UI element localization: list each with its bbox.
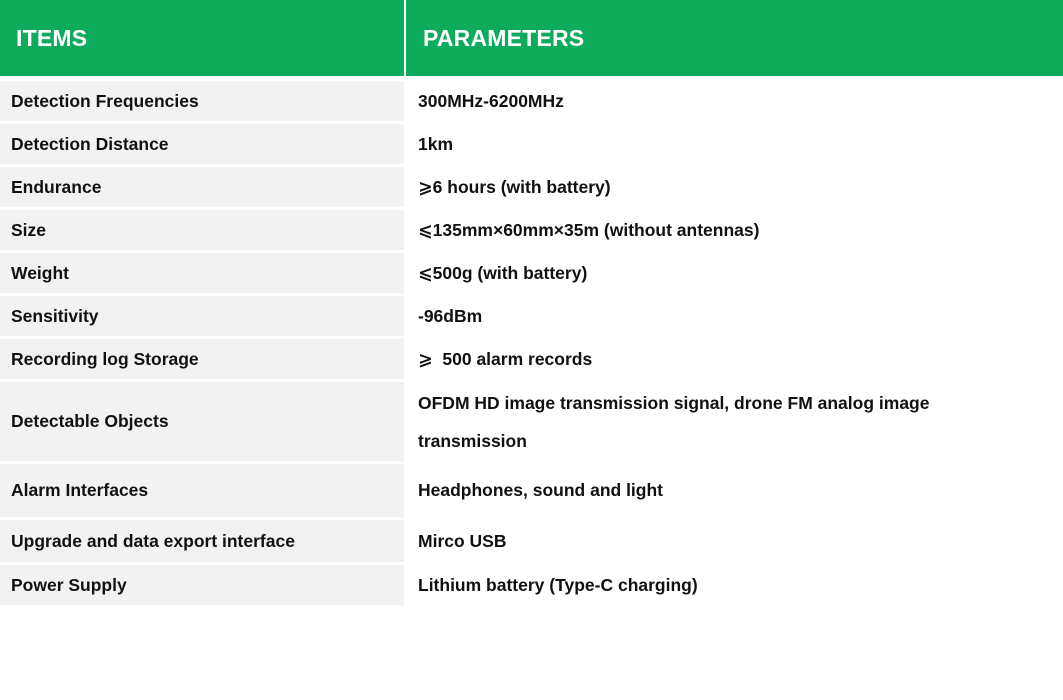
- item-cell: [0, 296, 404, 336]
- parameter-cell: [406, 296, 1063, 336]
- parameter-value: ⩽500g (with battery): [418, 262, 588, 283]
- item-label: Upgrade and data export interface: [11, 530, 295, 551]
- item-cell: [0, 210, 404, 250]
- parameter-cell: [406, 253, 1063, 293]
- parameter-value: -96dBm: [418, 305, 483, 326]
- parameter-cell: [406, 167, 1063, 207]
- item-label: Endurance: [11, 176, 102, 197]
- item-label: Weight: [11, 262, 70, 283]
- parameter-cell: [406, 464, 1063, 517]
- parameter-value: 1km: [418, 133, 454, 154]
- item-cell: [0, 167, 404, 207]
- item-label: Recording log Storage: [11, 348, 199, 369]
- header-parameters-cell: [406, 0, 1063, 76]
- item-cell: [0, 464, 404, 517]
- item-label: Alarm Interfaces: [11, 480, 149, 500]
- parameter-cell: [406, 81, 1063, 121]
- table-row: [0, 520, 1063, 562]
- item-cell: [0, 124, 404, 164]
- parameter-value: ⩾6 hours (with battery): [418, 176, 611, 197]
- header-parameters-label: PARAMETERS: [423, 24, 585, 51]
- table-row: [0, 210, 1063, 250]
- item-label: Detection Distance: [11, 133, 169, 154]
- item-cell: [0, 81, 404, 121]
- table-row: [0, 339, 1063, 379]
- table-row: [0, 81, 1063, 121]
- parameter-cell: [406, 565, 1063, 605]
- table-row: [0, 382, 1063, 461]
- item-cell: [0, 339, 404, 379]
- parameter-value: Headphones, sound and light: [418, 480, 663, 500]
- item-label: Power Supply: [11, 574, 127, 595]
- table-row: [0, 565, 1063, 605]
- table-row: [0, 124, 1063, 164]
- item-label: Sensitivity: [11, 305, 99, 326]
- parameter-value: ⩽135mm×60mm×35m (without antennas): [418, 219, 760, 240]
- parameter-value: 300MHz-6200MHz: [418, 90, 564, 111]
- parameter-cell: [406, 124, 1063, 164]
- parameter-value: Lithium battery (Type-C charging): [418, 574, 698, 595]
- table-row: [0, 167, 1063, 207]
- parameter-value: ⩾ 500 alarm records: [418, 348, 593, 369]
- parameter-cell: [406, 520, 1063, 562]
- table-row: [0, 296, 1063, 336]
- parameter-value: Mirco USB: [418, 530, 507, 551]
- item-cell: [0, 382, 404, 461]
- parameter-cell: [406, 339, 1063, 379]
- parameter-cell: [406, 382, 1063, 461]
- parameter-cell: [406, 210, 1063, 250]
- parameter-value: OFDM HD image transmission signal, drone FM analog image transmission: [418, 392, 930, 451]
- item-cell: [0, 520, 404, 562]
- header-items-label: ITEMS: [16, 24, 88, 51]
- header-items-cell: [0, 0, 404, 76]
- item-label: Detection Frequencies: [11, 90, 199, 111]
- table-header-row: [0, 0, 1063, 76]
- item-cell: [0, 253, 404, 293]
- item-label: Size: [11, 219, 47, 240]
- table-row: [0, 253, 1063, 293]
- item-label: Detectable Objects: [11, 411, 169, 431]
- item-cell: [0, 565, 404, 605]
- table-row: [0, 464, 1063, 517]
